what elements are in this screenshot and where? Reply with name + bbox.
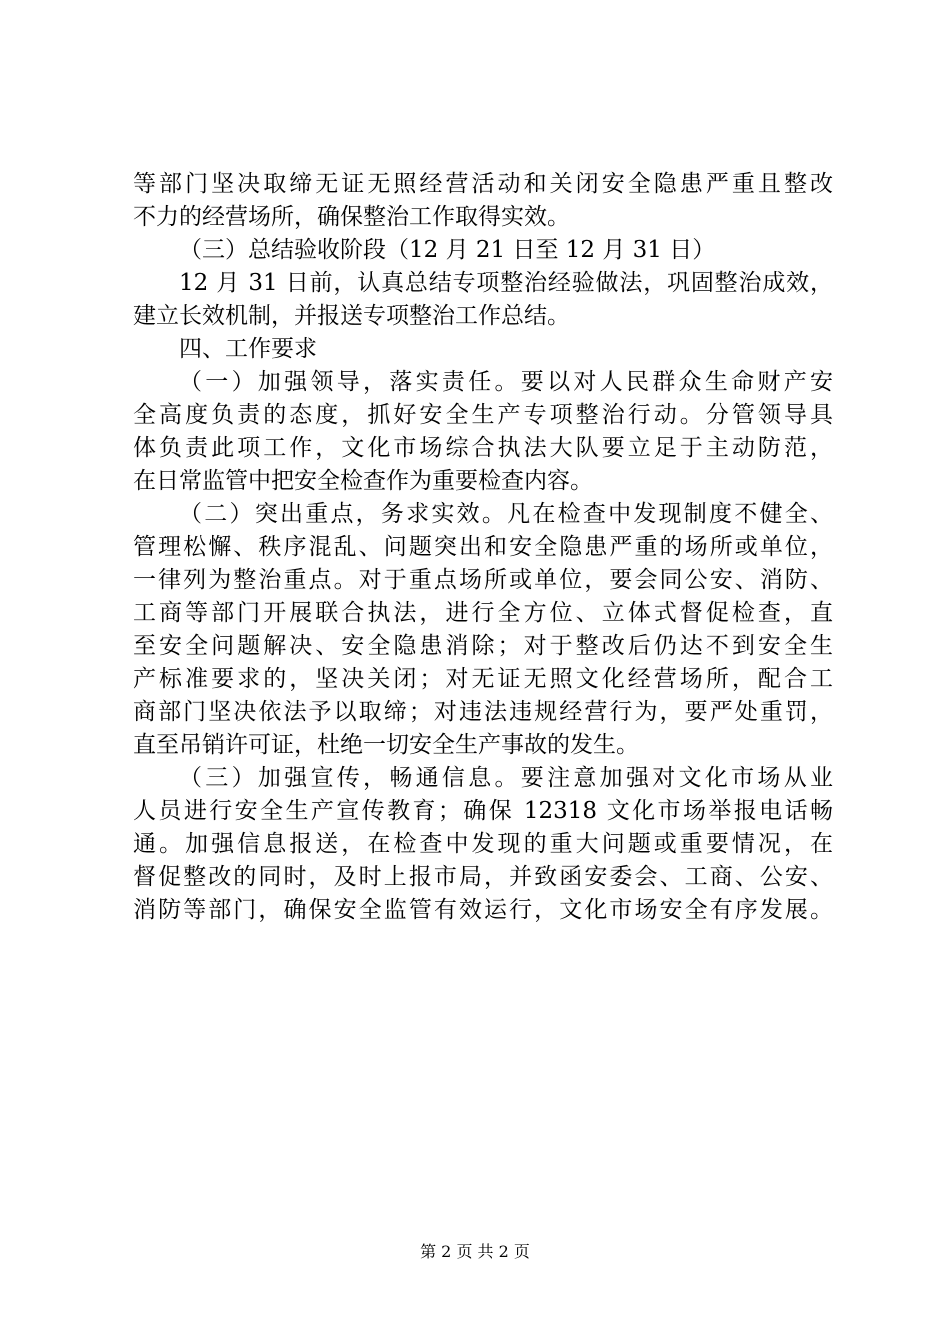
page-footer xyxy=(0,1241,950,1263)
paragraph-line: 等部门坚决取缔无证无照经营活动和关闭安全隐患严重且整改 xyxy=(133,171,833,197)
paragraph-line: 在日常监管中把安全检查作为重要检查内容。 xyxy=(133,468,593,494)
section-heading: （三）总结验收阶段（12 月 21 日至 12 月 31 日） xyxy=(179,237,716,263)
paragraph-line: 通。加强信息报送，在检查中发现的重大问题或重要情况，在 xyxy=(133,831,833,857)
paragraph-line: （一）加强领导，落实责任。要以对人民群众生命财产安 xyxy=(179,369,833,395)
document-body xyxy=(133,168,833,927)
paragraph-line: 产标准要求的，坚决关闭；对无证无照文化经营场所，配合工 xyxy=(133,666,833,692)
paragraph-line: 人员进行安全生产宣传教育；确保 12318 文化市场举报电话畅 xyxy=(133,798,833,824)
section-heading: 四、工作要求 xyxy=(179,336,317,362)
paragraph-line: 消防等部门，确保安全监管有效运行，文化市场安全有序发展。 xyxy=(133,897,833,923)
paragraph-line: 工商等部门开展联合执法，进行全方位、立体式督促检查，直 xyxy=(133,600,833,626)
paragraph-line: 商部门坚决依法予以取缔；对违法违规经营行为，要严处重罚， xyxy=(133,699,833,725)
paragraph-line: 12 月 31 日前，认真总结专项整治经验做法，巩固整治成效， xyxy=(179,270,833,296)
paragraph-line: 建立长效机制，并报送专项整治工作总结。 xyxy=(133,303,570,329)
paragraph-line: 不力的经营场所，确保整治工作取得实效。 xyxy=(133,204,570,230)
paragraph-line: 全高度负责的态度，抓好安全生产专项整治行动。分管领导具 xyxy=(133,402,833,428)
paragraph-line: 体负责此项工作，文化市场综合执法大队要立足于主动防范， xyxy=(133,435,833,461)
page-number-label: 第 2 页 共 2 页 xyxy=(420,1242,530,1261)
paragraph-line: （三）加强宣传，畅通信息。要注意加强对文化市场从业 xyxy=(179,765,833,791)
paragraph-line: 督促整改的同时，及时上报市局，并致函安委会、工商、公安、 xyxy=(133,864,833,890)
paragraph-line: 直至吊销许可证，杜绝一切安全生产事故的发生。 xyxy=(133,732,639,758)
paragraph-line: （二）突出重点，务求实效。凡在检查中发现制度不健全、 xyxy=(179,501,833,527)
paragraph-line: 一律列为整治重点。对于重点场所或单位，要会同公安、消防、 xyxy=(133,567,833,593)
paragraph-line: 至安全问题解决、安全隐患消除；对于整改后仍达不到安全生 xyxy=(133,633,833,659)
paragraph-line: 管理松懈、秩序混乱、问题突出和安全隐患严重的场所或单位， xyxy=(133,534,833,560)
